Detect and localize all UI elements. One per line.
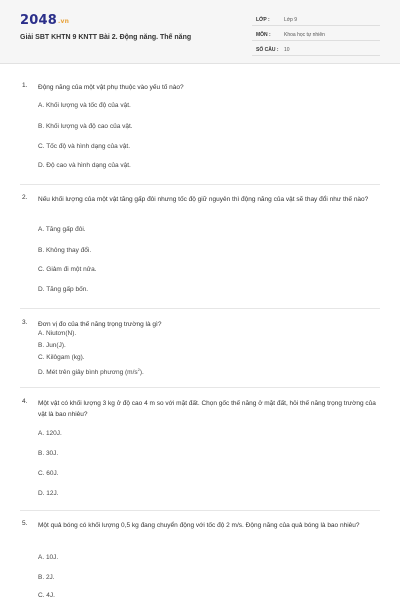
option-d[interactable]: D. Tăng gấp bốn. (38, 286, 89, 293)
question-text: Một vật có khối lượng 3 kg ở độ cao 4 m so với mặt đất. Chọn gốc thế năng ở mặt đất, hỏi thế năng trọng trường của vật là bao nhiêu? (38, 400, 376, 418)
question-2 (20, 194, 380, 205)
meta-value: 10 (284, 47, 290, 53)
option-c[interactable]: C. Tốc độ và hình dạng của vật. (38, 143, 131, 150)
meta-row-class (252, 14, 380, 26)
option-b[interactable]: B. Khối lượng và độ cao của vật. (38, 123, 133, 130)
option-d[interactable] (38, 367, 144, 376)
question-divider (20, 387, 380, 388)
site-logo[interactable] (20, 13, 69, 28)
meta-row-count (252, 44, 380, 56)
option-a[interactable]: A. Tăng gấp đôi. (38, 226, 86, 233)
meta-value: Lớp 9 (284, 17, 298, 23)
option-d-text: D. Mét trên giây bình phương (m/s (38, 369, 138, 377)
meta-row-subject (252, 29, 380, 41)
option-c[interactable]: C. 60J. (38, 470, 59, 477)
option-d[interactable]: D. Độ cao và hình dạng của vật. (38, 162, 131, 169)
option-b[interactable]: B. Jun(J). (38, 342, 66, 349)
question-divider (20, 308, 380, 309)
question-number: 1. (22, 82, 28, 89)
question-3 (20, 319, 380, 330)
logo-suffix: .vn (57, 18, 70, 25)
option-b[interactable]: B. Không thay đổi. (38, 247, 92, 254)
meta-label: LỚP : (256, 17, 270, 23)
question-number: 3. (22, 319, 28, 326)
option-c[interactable]: C. 4J. (38, 592, 55, 599)
question-text: Động năng của một vật phụ thuộc vào yếu tố nào? (38, 84, 184, 91)
option-a[interactable]: A. Niutơn(N). (38, 330, 77, 337)
meta-label: SỐ CÂU : (256, 47, 279, 53)
option-a[interactable]: A. Khối lượng và tốc độ của vật. (38, 102, 131, 109)
question-5 (20, 520, 380, 531)
option-c[interactable]: C. Kilôgam (kg). (38, 354, 85, 361)
question-text: Đơn vị đo của thế năng trọng trường là gì? (38, 321, 162, 328)
page-header (0, 0, 400, 64)
question-number: 4. (22, 398, 28, 405)
question-number: 5. (22, 520, 28, 527)
question-divider (20, 510, 380, 511)
question-text: Một quả bóng có khối lượng 0,5 kg đang chuyển động với tốc độ 2 m/s. Động năng của quả bóng là bao nhiêu? (38, 522, 360, 529)
logo-text: 2048 (20, 13, 57, 28)
question-divider (20, 184, 380, 185)
option-b[interactable]: B. 2J. (38, 574, 55, 581)
meta-value: Khoa học tự nhiên (284, 32, 325, 38)
document-title: Giải SBT KHTN 9 KNTT Bài 2. Động năng. Thế năng (20, 34, 192, 41)
superscript: 2 (137, 367, 140, 372)
option-b[interactable]: B. 30J. (38, 450, 59, 457)
option-d-tail: ). (139, 369, 144, 377)
option-a[interactable]: A. 120J. (38, 430, 62, 437)
question-number: 2. (22, 194, 28, 201)
option-a[interactable]: A. 10J. (38, 554, 59, 561)
question-4 (20, 398, 380, 420)
meta-label: MÔN : (256, 32, 271, 38)
option-c[interactable]: C. Giảm đi một nửa. (38, 266, 97, 273)
question-1 (20, 82, 380, 93)
question-text: Nếu khối lượng của một vật tăng gấp đôi nhưng tốc độ giữ nguyên thì động năng của vật sẽ thay đổi như thế nào? (38, 196, 369, 203)
option-d[interactable]: D. 12J. (38, 490, 59, 497)
